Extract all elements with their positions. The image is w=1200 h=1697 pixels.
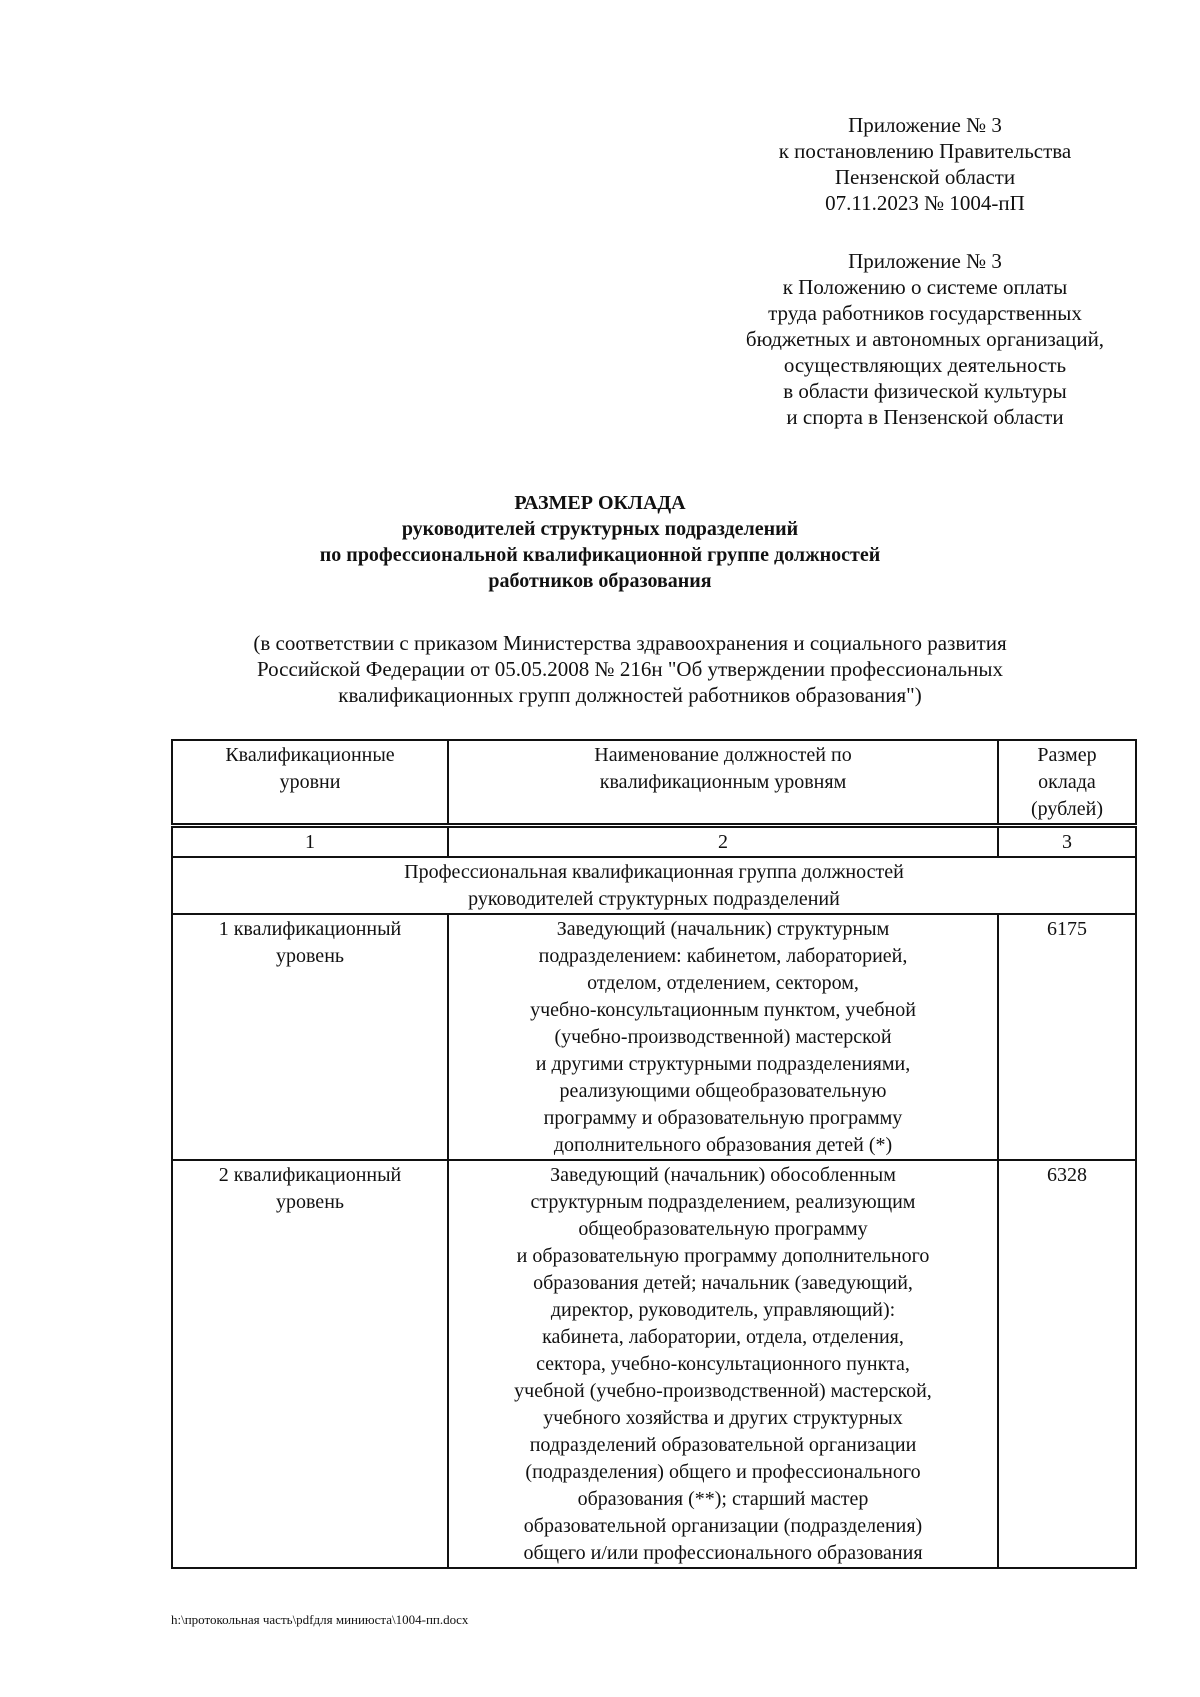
appendix-line: Приложение № 3 (848, 113, 1002, 137)
appendix-line: в области физической культуры (783, 379, 1067, 403)
header-cell-levels: Квалификационные уровни (172, 740, 448, 824)
level-cell: 1 квалификационный уровень (172, 914, 448, 1160)
salary-cell: 6175 (998, 914, 1136, 1160)
group-title-cell: Профессиональная квалификационная группа должностей руководителей структурных подразделений (172, 857, 1136, 914)
document-title (160, 490, 1040, 594)
column-number: 3 (998, 827, 1136, 857)
salary-table (171, 826, 1137, 1569)
appendix-header-regulation (660, 248, 1190, 430)
appendix-line: и спорта в Пензенской области (786, 405, 1064, 429)
legal-basis-note (150, 630, 1110, 708)
appendix-line: Пензенской области (834, 165, 1016, 189)
basis-line: Российской Федерации от 05.05.2008 № 216н "Об утверждении профессиональных (256, 657, 1003, 681)
column-number: 2 (448, 827, 998, 857)
table-row (172, 914, 1136, 1160)
appendix-line: Приложение № 3 (848, 249, 1002, 273)
header-cell-positions: Наименование должностей по квалификационным уровням (448, 740, 998, 824)
column-number: 1 (172, 827, 448, 857)
appendix-line: к Положению о системе оплаты (782, 275, 1068, 299)
table-row (172, 1160, 1136, 1568)
column-number-row (172, 827, 1136, 857)
basis-line: (в соответствии с приказом Министерства здравоохранения и социального развития (253, 631, 1007, 655)
basis-line: квалификационных групп должностей работников образования") (338, 683, 922, 707)
appendix-line: труда работников государственных (768, 301, 1082, 325)
file-path-footer: h:\протокольная часть\pdfдля миниюста\1004-пп.docx (171, 1612, 469, 1627)
title-line: РАЗМЕР ОКЛАДА (514, 492, 686, 514)
title-line: руководителей структурных подразделений (401, 518, 799, 540)
appendix-line: осуществляющих деятельность (783, 353, 1067, 377)
appendix-date-number: 07.11.2023 № 1004-пП (825, 191, 1025, 215)
salary-table-header (171, 739, 1137, 825)
appendix-header-resolution (660, 112, 1190, 216)
header-cell-salary: Размер оклада (рублей) (998, 740, 1136, 824)
level-cell: 2 квалификационный уровень (172, 1160, 448, 1568)
salary-cell: 6328 (998, 1160, 1136, 1568)
group-title-row (172, 857, 1136, 914)
header-row (172, 740, 1136, 824)
title-line: работников образования (488, 570, 712, 592)
title-line: по профессиональной квалификационной группе должностей (319, 544, 881, 566)
positions-cell: Заведующий (начальник) структурным подразделением: кабинетом, лабораторией, отделом, отделением, сектором, учебно-консультационным пунктом, учебной (учебно-производственной) мастерской и другими структурными подразделениями, реализующими общеобразовательную программу и образовательную программу дополнительного образования детей (*) (448, 914, 998, 1160)
positions-cell: Заведующий (начальник) обособленным структурным подразделением, реализующим общеобразовательную программу и образовательную программу дополнительного образования детей; начальник (заведующий, директор, руководитель, управляющий): кабинета, лаборатории, отдела, отделения, сектора, учебно-консультационного пункта, учебной (учебно-производственной) мастерской, учебного хозяйства и других структурных подразделений образовательной организации (подразделения) общего и профессионального образования (**); старший мастер образовательной организации (подразделения) общего и/или профессионального образования (448, 1160, 998, 1568)
appendix-line: к постановлению Правительства (778, 139, 1072, 163)
appendix-line: бюджетных и автономных организаций, (745, 327, 1105, 351)
